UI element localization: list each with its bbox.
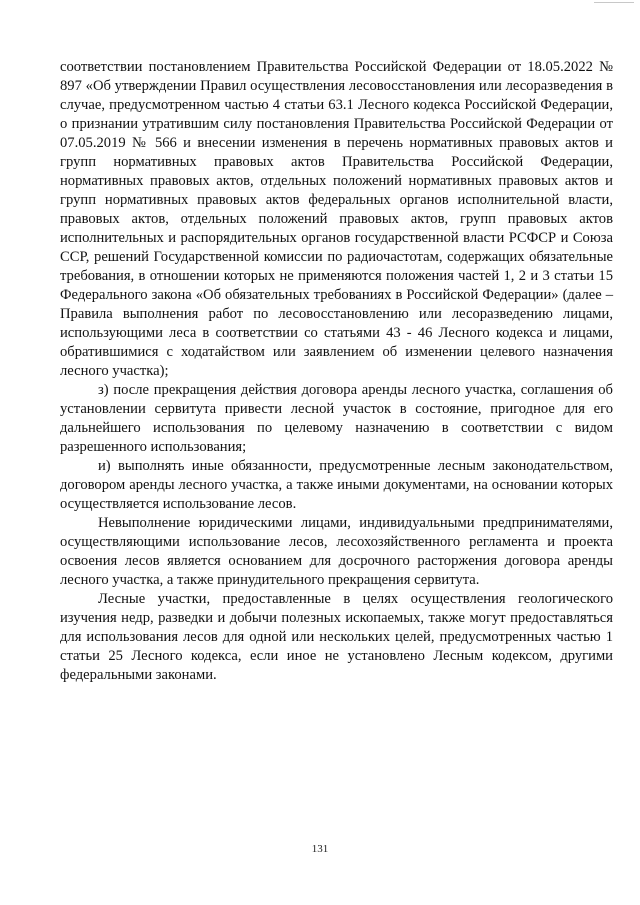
paragraph-3: и) выполнять иные обязанности, предусмотренные лесным законодательством, договором аренды лесного участка, а также иными документами, на основании которых осуществляется использование лесов. xyxy=(60,458,613,512)
page-number: 131 xyxy=(311,843,329,855)
paragraph-2: з) после прекращения действия договора аренды лесного участка, соглашения об установлении сервитута привести лесной участок в состояние, пригодное для его дальнейшего использования по целевому назначению в соответствии с видом разрешенного использования; xyxy=(60,382,613,455)
scan-corner-mark xyxy=(594,2,634,3)
document-body xyxy=(60,58,613,685)
paragraph-1: соответствии постановлением Правительства Российской Федерации от 18.05.2022 № 897 «Об утверждении Правил осуществления лесовосстановления или лесоразведения в случае, предусмотренном частью 4 статьи 63.1 Лесного кодекса Российской Федерации, о признании утратившим силу постановления Правительства Российской Федерации от 07.05.2019 № 566 и внесении изменения в перечень нормативных правовых актов и групп нормативных правовых актов Правительства Российской Федерации, нормативных правовых актов, отдельных положений нормативных правовых актов и групп нормативных правовых актов федеральных органов исполнительной власти, правовых актов, отдельных положений правовых актов, групп правовых актов исполнительных и распорядительных органов государственной власти РСФСР и Союза ССР, решений Государственной комиссии по радиочастотам, содержащих обязательные требования, в отношении которых не применяются положения частей 1, 2 и 3 статьи 15 Федерального закона «Об обязательных требованиях в Российской Федерации» (далее – Правила выполнения работ по лесовосстановлению или лесоразведению лицами, использующими леса в соответствии со статьями 43 - 46 Лесного кодекса и лицами, обратившимися с ходатайством или заявлением об изменении целевого назначения лесного участка); xyxy=(60,59,613,379)
paragraph-5: Лесные участки, предоставленные в целях осуществления геологического изучения недр, разведки и добычи полезных ископаемых, также могут предоставляться для использования лесов для одной или нескольких целей, предусмотренных частью 1 статьи 25 Лесного кодекса, если иное не установлено Лесным кодексом, другими федеральными законами. xyxy=(60,591,613,683)
paragraph-4: Невыполнение юридическими лицами, индивидуальными предпринимателями, осуществляющими использование лесов, лесохозяйственного регламента и проекта освоения лесов является основанием для досрочного расторжения договора аренды лесного участка, а также принудительного прекращения сервитута. xyxy=(60,515,613,588)
